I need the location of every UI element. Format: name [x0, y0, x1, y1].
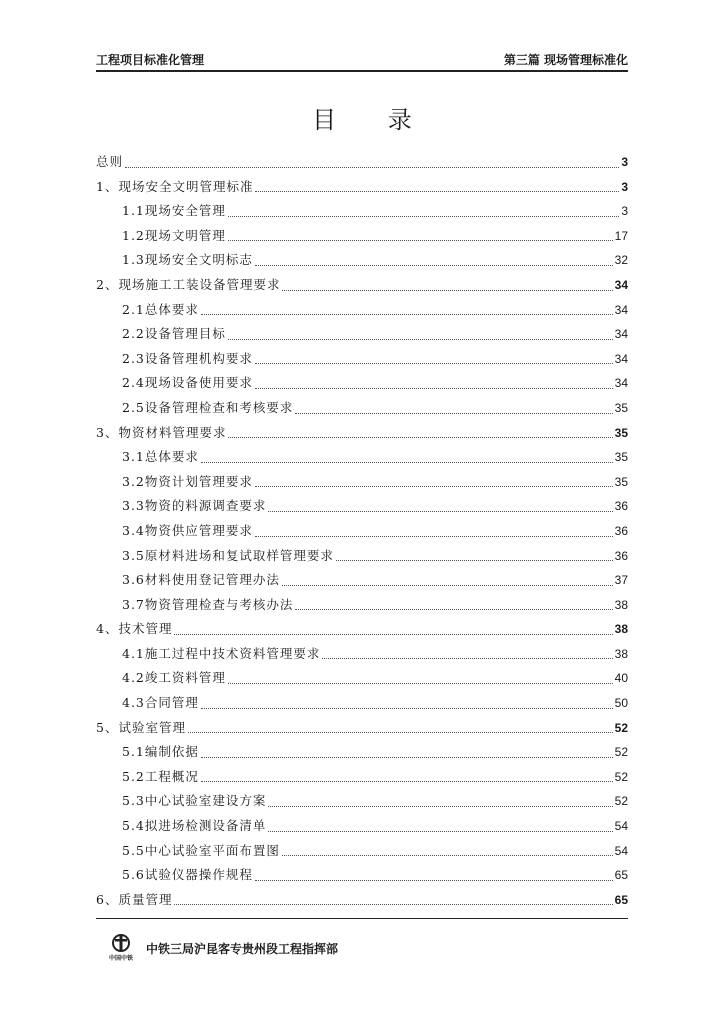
toc-entry-label: 5.4拟进场检测设备清单: [122, 818, 267, 834]
toc-dot-leader: [228, 338, 613, 340]
toc-entry[interactable]: [96, 765, 628, 790]
toc-entry[interactable]: [96, 347, 628, 372]
toc-entry-label: 2.3设备管理机构要求: [122, 350, 253, 366]
toc-entry-page: 54: [614, 843, 628, 858]
toc-entry-label: 3.2物资计划管理要求: [122, 473, 253, 489]
toc-dot-leader: [336, 559, 613, 561]
toc-entry-page: 36: [614, 548, 628, 563]
toc-entry-label: 5.3中心试验室建设方案: [122, 793, 267, 809]
toc-entry-label: 3.5原材料进场和复试取样管理要求: [122, 547, 334, 563]
toc-entry[interactable]: [96, 814, 628, 839]
toc-entry[interactable]: [96, 617, 628, 642]
toc-entry-page: 50: [614, 696, 628, 711]
page-header: [96, 50, 628, 72]
toc-dot-leader: [174, 633, 612, 635]
toc-entry-label: 5.6试验仪器操作规程: [122, 867, 253, 883]
footer-organization: 中铁三局沪昆客专贵州段工程指挥部: [146, 941, 339, 956]
toc-entry-label: 2.2设备管理目标: [122, 326, 226, 342]
toc-dot-leader: [188, 731, 613, 733]
toc-entry-page: 54: [614, 819, 628, 834]
toc-dot-leader: [322, 657, 612, 659]
toc-dot-leader: [268, 830, 612, 832]
toc-entry-label: 2.5设备管理检查和考核要求: [122, 399, 294, 415]
toc-entry[interactable]: [96, 494, 628, 519]
toc-entry-label: 3.4物资供应管理要求: [122, 522, 253, 538]
toc-entry-page: 40: [614, 671, 628, 686]
toc-entry-label: 3.7物资管理检查与考核办法: [122, 596, 294, 612]
toc-dot-leader: [255, 485, 613, 487]
toc-entry[interactable]: [96, 470, 628, 495]
toc-entry[interactable]: [96, 298, 628, 323]
toc-dot-leader: [201, 707, 613, 709]
company-logo: [108, 934, 134, 962]
toc-entry[interactable]: [96, 568, 628, 593]
logo-text: 中国中铁: [108, 955, 133, 962]
toc-entry-label: 1.2现场文明管理: [122, 227, 226, 243]
toc-entry-page: 36: [614, 499, 628, 514]
toc-entry-page: 34: [614, 327, 628, 342]
toc-dot-leader: [268, 805, 612, 807]
toc-dot-leader: [228, 436, 612, 438]
toc-entry-label: 1、现场安全文明管理标准: [96, 178, 254, 194]
toc-dot-leader: [255, 190, 619, 192]
toc-entry[interactable]: [96, 691, 628, 716]
toc-dot-leader: [295, 608, 612, 610]
toc-entry-label: 2.1总体要求: [122, 301, 199, 317]
toc-entry[interactable]: [96, 273, 628, 298]
toc-dot-leader: [125, 166, 619, 168]
toc-entry-label: 3.1总体要求: [122, 449, 199, 465]
toc-entry[interactable]: [96, 740, 628, 765]
toc-dot-leader: [255, 264, 613, 266]
toc-entry-page: 32: [614, 253, 628, 268]
toc-entry-label: 5.2工程概况: [122, 768, 199, 784]
toc-entry[interactable]: [96, 421, 628, 446]
toc-entry[interactable]: [96, 248, 628, 273]
toc-entry[interactable]: [96, 150, 628, 175]
toc-entry[interactable]: [96, 666, 628, 691]
toc-entry-page: 37: [614, 573, 628, 588]
table-of-contents: [96, 150, 628, 912]
toc-entry-label: 5、试验室管理: [96, 719, 186, 735]
toc-entry-label: 4、技术管理: [96, 621, 173, 637]
toc-entry-label: 3、物资材料管理要求: [96, 424, 227, 440]
toc-entry-label: 5.5中心试验室平面布置图: [122, 842, 280, 858]
toc-dot-leader: [201, 756, 613, 758]
toc-dot-leader: [255, 362, 613, 364]
header-right-title: 第三篇 现场管理标准化: [503, 53, 628, 67]
toc-dot-leader: [201, 313, 613, 315]
toc-dot-leader: [268, 510, 612, 512]
toc-dot-leader: [255, 879, 613, 881]
toc-entry[interactable]: [96, 445, 628, 470]
toc-dot-leader: [228, 215, 619, 217]
toc-entry-label: 2、现场施工工装设备管理要求: [96, 276, 281, 292]
toc-entry-page: 34: [614, 277, 628, 292]
toc-dot-leader: [282, 289, 612, 291]
toc-entry[interactable]: [96, 371, 628, 396]
toc-entry-label: 4.2竣工资料管理: [122, 670, 226, 686]
toc-entry-page: 65: [614, 892, 628, 907]
toc-entry-page: 35: [614, 425, 628, 440]
toc-dot-leader: [255, 535, 613, 537]
toc-entry-page: 3: [621, 179, 628, 194]
toc-entry[interactable]: [96, 519, 628, 544]
toc-entry-page: 52: [614, 720, 628, 735]
toc-entry[interactable]: [96, 199, 628, 224]
toc-entry-page: 36: [614, 523, 628, 538]
toc-dot-leader: [201, 461, 613, 463]
toc-entry-page: 3: [621, 204, 628, 219]
toc-entry[interactable]: [96, 322, 628, 347]
toc-entry-page: 65: [614, 868, 628, 883]
toc-entry-page: 34: [614, 376, 628, 391]
toc-entry-page: 17: [614, 228, 628, 243]
toc-entry-page: 34: [614, 302, 628, 317]
toc-entry[interactable]: [96, 888, 628, 913]
footer-divider: [96, 918, 628, 919]
toc-entry[interactable]: [96, 544, 628, 569]
toc-entry-label: 1.3现场安全文明标志: [122, 252, 253, 268]
toc-entry-page: 3: [621, 155, 628, 169]
toc-entry[interactable]: [96, 642, 628, 667]
toc-dot-leader: [201, 780, 613, 782]
page-title: 目 录: [312, 106, 434, 134]
toc-entry[interactable]: [96, 224, 628, 249]
toc-entry[interactable]: [96, 839, 628, 864]
toc-entry[interactable]: [96, 863, 628, 888]
toc-dot-leader: [282, 854, 613, 856]
toc-entry-page: 35: [614, 450, 628, 465]
toc-entry[interactable]: [96, 593, 628, 618]
toc-entry-page: 52: [614, 769, 628, 784]
toc-dot-leader: [295, 412, 612, 414]
toc-entry-page: 35: [614, 474, 628, 489]
toc-entry-label: 3.6材料使用登记管理办法: [122, 572, 280, 588]
toc-entry[interactable]: [96, 175, 628, 200]
toc-dot-leader: [282, 584, 613, 586]
toc-dot-leader: [255, 387, 613, 389]
toc-entry-label: 1.1现场安全管理: [122, 203, 226, 219]
toc-entry[interactable]: [96, 396, 628, 421]
toc-entry[interactable]: [96, 716, 628, 741]
toc-entry-label: 3.3物资的料源调查要求: [122, 498, 267, 514]
toc-entry-page: 52: [614, 794, 628, 809]
header-left-title: 工程项目标准化管理: [96, 53, 205, 67]
toc-entry-page: 34: [614, 351, 628, 366]
toc-entry-label: 4.1施工过程中技术资料管理要求: [122, 645, 321, 661]
toc-dot-leader: [228, 239, 613, 241]
toc-entry-label: 总则: [96, 154, 124, 169]
toc-entry-label: 2.4现场设备使用要求: [122, 375, 253, 391]
toc-entry-page: 35: [614, 400, 628, 415]
toc-entry-page: 38: [614, 597, 628, 612]
toc-dot-leader: [228, 682, 613, 684]
toc-entry-label: 4.3合同管理: [122, 695, 199, 711]
toc-entry-label: 6、质量管理: [96, 891, 173, 907]
toc-entry-page: 38: [614, 622, 628, 637]
toc-dot-leader: [174, 903, 612, 905]
toc-entry-page: 38: [614, 646, 628, 661]
toc-entry-page: 52: [614, 745, 628, 760]
toc-entry[interactable]: [96, 789, 628, 814]
page-footer: [108, 934, 338, 962]
toc-entry-label: 5.1编制依据: [122, 744, 199, 760]
railway-logo-icon: [108, 934, 134, 952]
